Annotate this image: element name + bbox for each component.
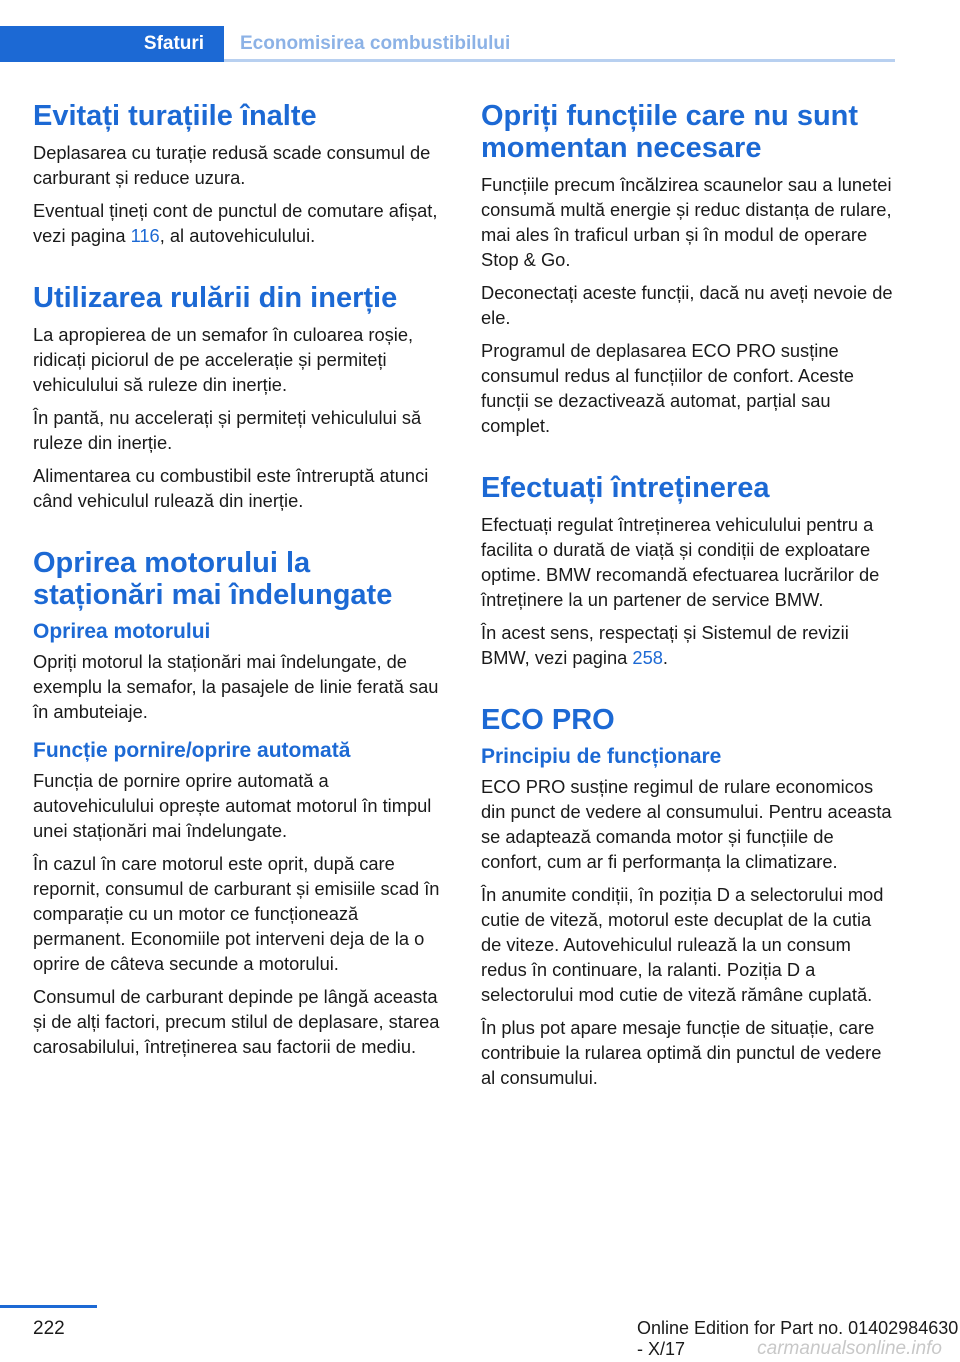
subsection-auto-start-stop — [33, 738, 443, 1059]
paragraph: Funcțiile precum încălzirea scaunelor sau a lunetei consumă multă energie și reduc distanța de rulare, mai ales în traficul urban și în modul de operare Stop & Go. — [481, 174, 892, 270]
paragraph: Efectuați regulat întreținerea vehiculului pentru a facilita o durată de viață și condiții de exploatare optime. BMW recomandă efectuarea lucrărilor de întreținere la un partener de service BMW. — [481, 514, 880, 610]
left-column — [33, 100, 443, 1093]
paragraph-with-link: În acest sens, respectați și Sistemul de revizii BMW, vezi pagina 258. — [481, 622, 849, 668]
section-title: Evitați turațiile înalte — [33, 100, 317, 132]
header-chapter-title: Economisirea combustibilului — [240, 33, 511, 54]
section-disable-functions — [481, 100, 896, 438]
page-header — [0, 26, 895, 62]
subsection-title: Oprirea motorului — [33, 620, 211, 643]
section-title: Efectuați întreținerea — [481, 472, 770, 504]
paragraph: În cazul în care motorul este oprit, după care repornit, consumul de carburant și emisiile scad în comparație cu un motor ce funcționează permanent. Economiile pot interveni deja de la o oprire de câteva secunde a motorului. — [33, 853, 440, 974]
header-accent-block — [0, 26, 124, 62]
watermark: carmanualsonline.info — [757, 1338, 942, 1359]
footer-accent-bar — [0, 1305, 97, 1308]
paragraph-with-link: Eventual țineți cont de punctul de comutare afișat, vezi pagina 116, al autovehiculului. — [33, 200, 438, 246]
page-number: 222 — [33, 1318, 65, 1339]
header-section-tab: Sfaturi — [124, 26, 224, 62]
right-column — [481, 100, 896, 1124]
paragraph: Alimentarea cu combustibil este întreruptă atunci când vehiculul rulează din inerție. — [33, 465, 429, 511]
paragraph: Opriți motorul la staționări mai îndelungate, de exemplu la semafor, la pasajele de linie ferată sau în ambuteiaje. — [33, 651, 439, 722]
section-title: Opriți funcțiile care nu sunt momentan necesare — [481, 100, 859, 164]
paragraph: În pantă, nu accelerați și permiteți vehiculului să ruleze din inerție. — [33, 407, 422, 453]
section-coasting — [33, 282, 443, 513]
paragraph: Funcția de pornire oprire automată a autovehiculului oprește automat motorul în timpul unei staționări mai îndelungate. — [33, 770, 432, 841]
header-underline — [224, 59, 895, 62]
paragraph: În anumite condiții, în poziția D a selectorului mod cutie de viteză, motorul este decuplat de la cutia de viteze. Autovehiculul rulează la un consum redus în continuare, la ralanti. Poziția D a selectorului mod cutie de viteză rămâne cuplată. — [481, 884, 884, 1005]
paragraph: Programul de deplasarea ECO PRO susține consumul redus al funcțiilor de confort. Aceste funcții se dezactivează automat, parțial sau complet. — [481, 340, 854, 436]
paragraph: La apropierea de un semafor în culoarea roșie, ridicați piciorul de pe accelerație și permiteți vehiculului să ruleze din inerție. — [33, 324, 414, 395]
subsection-engine-off — [33, 619, 443, 724]
paragraph: Consumul de carburant depinde pe lângă aceasta și de alți factori, precum stilul de deplasare, starea carosabilului, întreținerea sau factorii de mediu. — [33, 986, 440, 1057]
section-engine-stop — [33, 547, 443, 1059]
section-title: Utilizarea rulării din inerție — [33, 282, 398, 314]
paragraph: În plus pot apare mesaje funcție de situație, care contribuie la rularea optimă din punctul de vedere al consumului. — [481, 1017, 882, 1088]
section-avoid-high-rpm — [33, 100, 443, 248]
subsection-title: Principiu de funcționare — [481, 745, 722, 768]
paragraph: Deplasarea cu turație redusă scade consumul de carburant și reduce uzura. — [33, 142, 431, 188]
section-title: Oprirea motorului la staționări mai îndelungate — [33, 547, 393, 611]
section-title: ECO PRO — [481, 704, 615, 736]
page-link-116[interactable]: 116 — [130, 225, 160, 246]
paragraph: Deconectați aceste funcții, dacă nu aveți nevoie de ele. — [481, 282, 893, 328]
edition-label: Online Edition for Part no. 01402984630 - X/17 — [637, 1318, 959, 1359]
page-link-258[interactable]: 258 — [632, 647, 663, 668]
paragraph: ECO PRO susține regimul de rulare economicos din punct de vedere al consumului. Pentru aceasta se adaptează comanda motor și funcțiile de confort, cum ar fi performanța la climatizare. — [481, 776, 892, 872]
section-maintenance — [481, 472, 896, 670]
section-eco-pro — [481, 704, 896, 1090]
subsection-title: Funcție pornire/oprire automată — [33, 739, 351, 762]
